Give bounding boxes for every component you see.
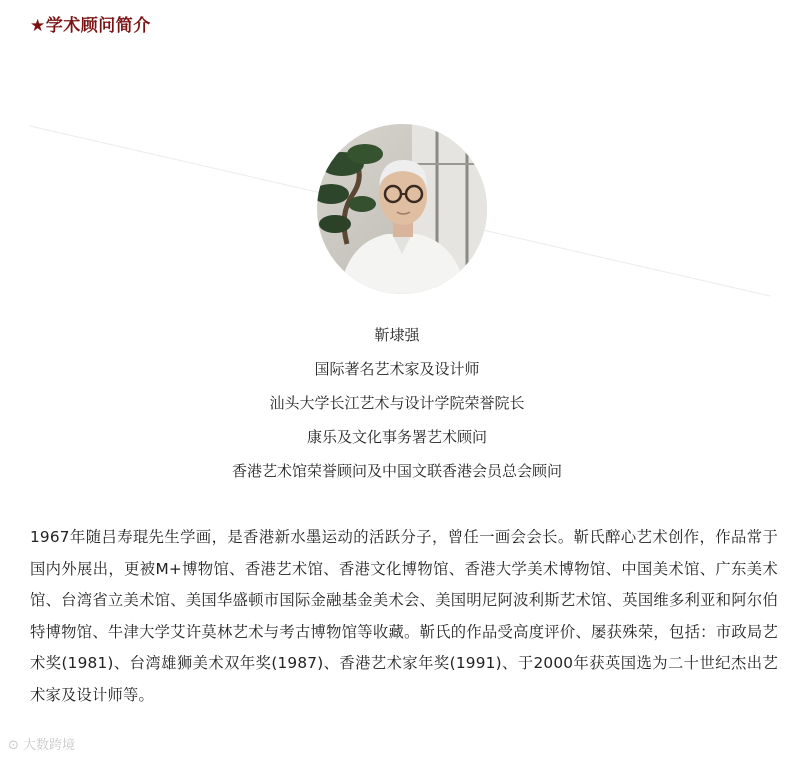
- profile-title-4: 香港艺术馆荣誉顾问及中国文联香港会员总会顾问: [231, 462, 562, 480]
- profile-title-2: 汕头大学长江艺术与设计学院荣誉院长: [269, 394, 525, 412]
- section-title-text: 学术顾问简介: [45, 16, 151, 36]
- profile-title-1: 国际著名艺术家及设计师: [314, 360, 480, 378]
- bio-paragraph: 1967年随吕寿琨先生学画，是香港新水墨运动的活跃分子，曾任一画会会长。靳氏醉心艺术创作，作品常于国内外展出，更被M+博物馆、香港艺术馆、香港文化博物馆、香港大学美术博物馆、中国美术馆、广东美术馆、台湾省立美术馆、美国华盛顿市国际金融基金美术会、美国明尼阿波利斯艺术馆、英国维多利亚和阿尔伯特博物馆、牛津大学艾许莫林艺术与考古博物馆等收藏。靳氏的作品受高度评价、屡获殊荣，包括：市政局艺术奖(1981)、台湾雄狮美术双年奖(1987)、香港艺术家年奖(1991)、于2000年获英国选为二十世纪杰出艺术家及设计师等。: [30, 528, 778, 704]
- profile-title-3: 康乐及文化事务署艺术顾问: [306, 428, 487, 446]
- watermark-text: 大数跨境: [23, 738, 76, 753]
- star-icon: ★: [30, 16, 46, 36]
- watermark-logo-icon: ⊙: [8, 738, 19, 753]
- profile-name: 靳埭强: [374, 326, 420, 344]
- portrait-photo: [317, 124, 487, 294]
- section-title: [30, 11, 151, 36]
- profile-block: [0, 318, 794, 488]
- watermark: [8, 734, 75, 753]
